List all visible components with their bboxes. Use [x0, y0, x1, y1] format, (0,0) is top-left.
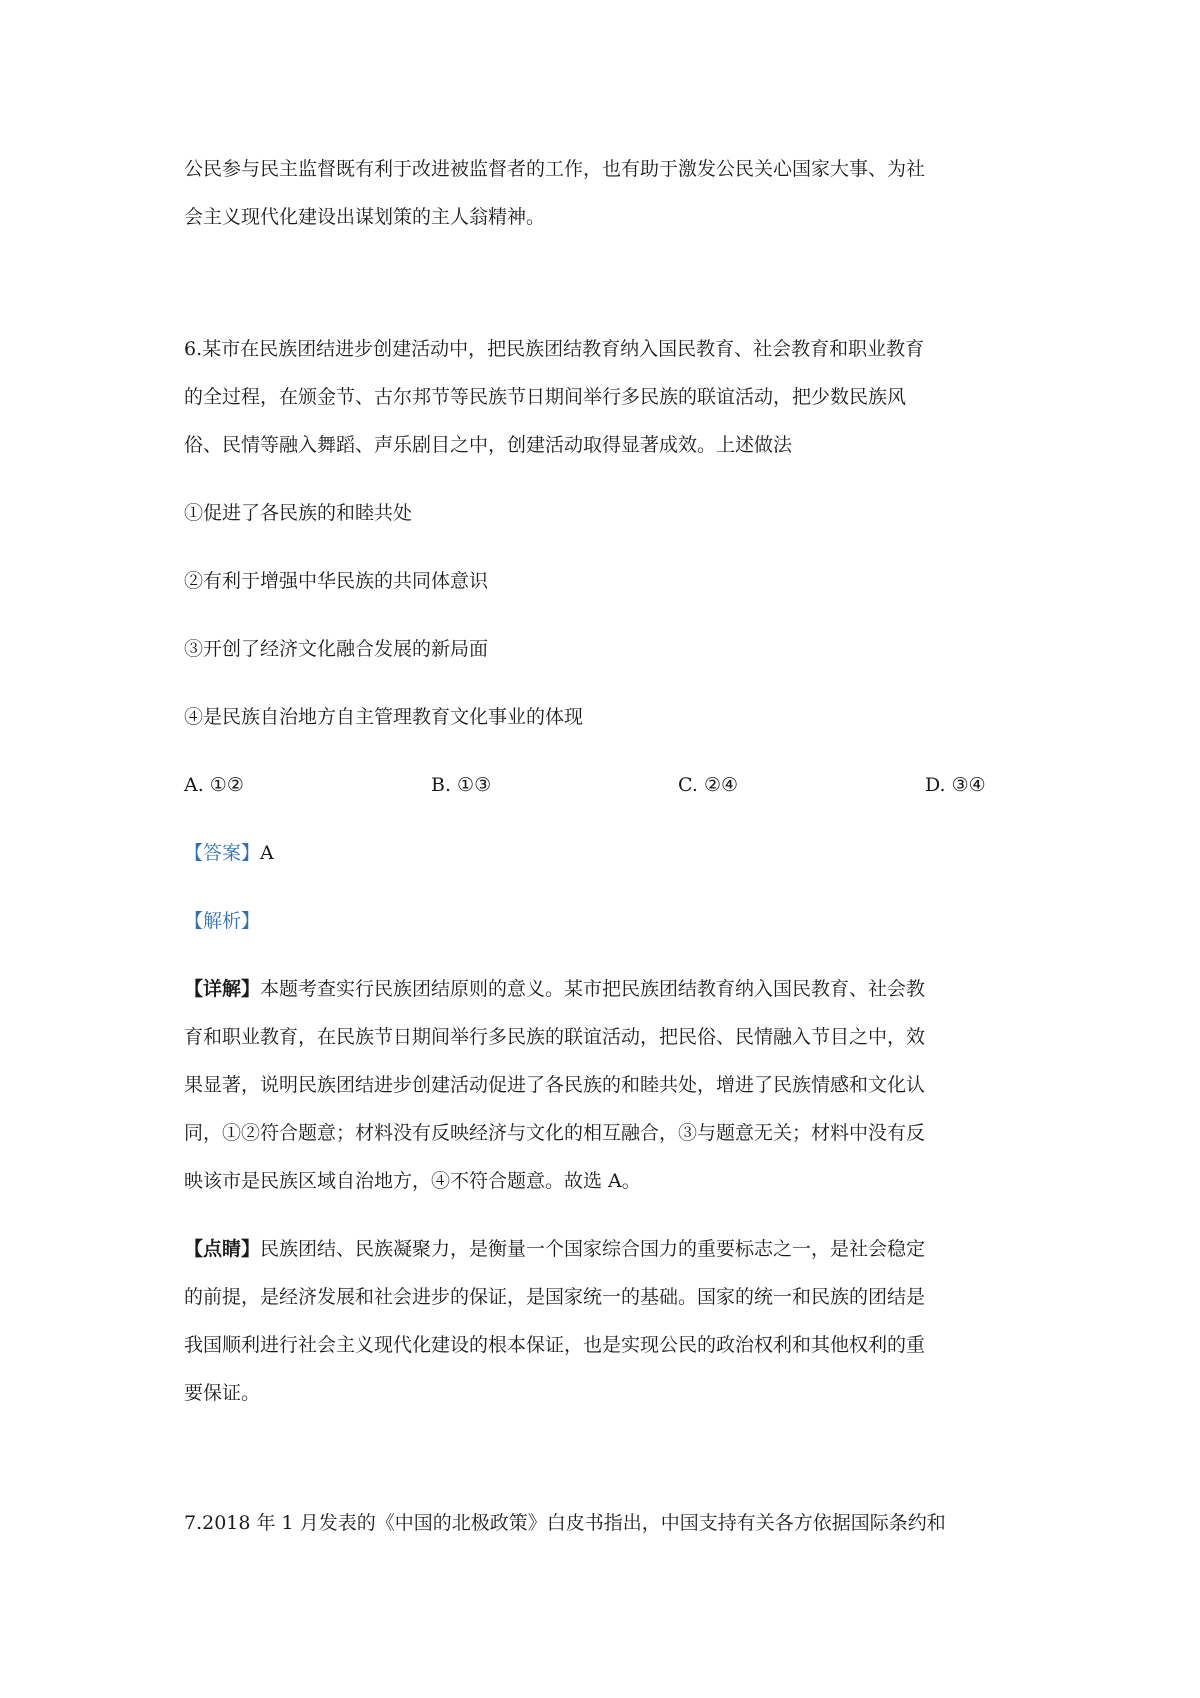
point-text-1: 民族团结、民族凝聚力，是衡量一个国家综合国力的重要标志之一，是社会稳定 — [260, 1238, 926, 1260]
q6-detail-line-4: 同，①②符合题意；材料没有反映经济与文化的相互融合，③与题意无关；材料中没有反 — [184, 1122, 926, 1144]
q6-point-line-4: 要保证。 — [184, 1382, 261, 1404]
answer-tag: 【答案】 — [184, 842, 261, 864]
q6-detail-line-2: 育和职业教育，在民族节日期间举行多民族的联谊活动，把民俗、民情融入节目之中，效 — [184, 1026, 926, 1048]
q6-stem-line-1: 6.某市在民族团结进步创建活动中，把民族团结教育纳入国民教育、社会教育和职业教育 — [184, 338, 925, 360]
q6-detail-line-5: 映该市是民族区域自治地方，④不符合题意。故选 A。 — [184, 1170, 641, 1192]
q6-stem-line-2: 的全过程，在颁金节、古尔邦节等民族节日期间举行多民族的联谊活动，把少数民族风 — [184, 386, 907, 408]
intro-line-2: 会主义现代化建设出谋划策的主人翁精神。 — [184, 206, 546, 228]
q6-statement-4: ④是民族自治地方自主管理教育文化事业的体现 — [184, 706, 584, 728]
point-tag: 【点睛】 — [184, 1238, 261, 1260]
q6-detail-line-3: 果显著，说明民族团结进步创建活动促进了各民族的和睦共处，增进了民族情感和文化认 — [184, 1074, 926, 1096]
detail-text-1: 本题考查实行民族团结原则的意义。某市把民族团结教育纳入国民教育、社会教 — [260, 978, 926, 1000]
q6-option-d: D. ③④ — [925, 774, 986, 796]
q6-option-b: B. ①③ — [431, 774, 492, 796]
q6-statement-1: ①促进了各民族的和睦共处 — [184, 502, 413, 524]
answer-value: A — [260, 842, 274, 864]
q6-analysis — [184, 912, 260, 931]
q6-statement-2: ②有利于增强中华民族的共同体意识 — [184, 570, 489, 592]
q6-point-line-1 — [184, 1240, 925, 1259]
q6-option-c: C. ②④ — [678, 774, 739, 796]
q6-detail-line-1 — [184, 980, 925, 999]
q6-option-a: A. ①② — [184, 774, 244, 796]
q6-point-line-2: 的前提，是经济发展和社会进步的保证，是国家统一的基础。国家的统一和民族的团结是 — [184, 1286, 926, 1308]
intro-line-1: 公民参与民主监督既有利于改进被监督者的工作，也有助于激发公民关心国家大事、为社 — [184, 158, 926, 180]
detail-tag: 【详解】 — [184, 978, 261, 1000]
q6-statement-3: ③开创了经济文化融合发展的新局面 — [184, 638, 489, 660]
q6-point-line-3: 我国顺利进行社会主义现代化建设的根本保证，也是实现公民的政治权利和其他权利的重 — [184, 1334, 926, 1356]
document-page — [184, 0, 1034, 1698]
q7-stem-line-1: 7.2018 年 1 月发表的《中国的北极政策》白皮书指出，中国支持有关各方依据国际条约和 — [184, 1512, 946, 1534]
analysis-tag: 【解析】 — [184, 910, 261, 932]
q6-stem-line-3: 俗、民情等融入舞蹈、声乐剧目之中，创建活动取得显著成效。上述做法 — [184, 434, 793, 456]
q6-answer — [184, 844, 274, 863]
